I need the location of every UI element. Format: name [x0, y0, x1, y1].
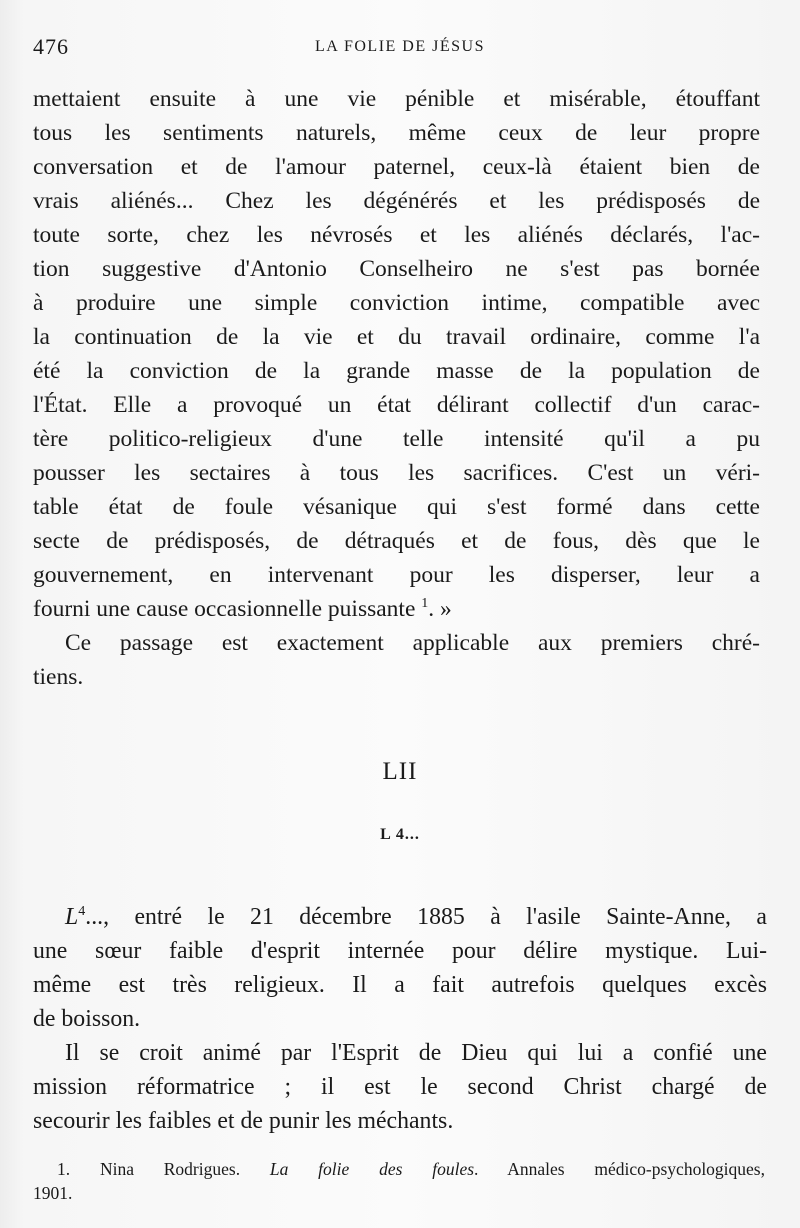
- passage-line: gouvernement, en intervenant pour les disperser, leur a: [33, 562, 760, 588]
- passage-closing-quote: . »: [428, 596, 452, 622]
- footnote-journal: . Annales médico-psychologiques,: [474, 1159, 765, 1179]
- passage-line: toute sorte, chez les névrosés et les aliénés déclarés, l'ac-: [33, 222, 760, 248]
- comment-line: Ce passage est exactement applicable aux premiers chré-: [65, 630, 760, 656]
- case-initial: L: [65, 904, 79, 930]
- case-line: même est très religieux. Il a fait autrefois quelques excès: [33, 972, 767, 998]
- passage-final-line: [33, 592, 760, 626]
- passage-line: secte de prédisposés, de détraqués et de fous, dès que le: [33, 528, 760, 554]
- passage-line: vrais aliénés... Chez les dégénérés et les prédisposés de: [33, 188, 760, 214]
- case-description: [33, 900, 767, 1138]
- case-first-line-text: ..., entré le 21 décembre 1885 à l'asile Sainte-Anne, a: [85, 904, 767, 930]
- footnote-marker: 1.: [57, 1159, 100, 1179]
- footnote: [33, 1157, 765, 1205]
- passage-line: mettaient ensuite à une vie pénible et misérable, étouffant: [33, 86, 760, 112]
- case-line: mission réformatrice ; il est le second Christ chargé de: [33, 1074, 767, 1100]
- case-line: secourir les faibles et de punir les méchants.: [33, 1108, 454, 1134]
- passage-final-text: fourni une cause occasionnelle puissante: [33, 596, 416, 622]
- case-initial-superscript: 4: [78, 904, 86, 919]
- case-line: Il se croit animé par l'Esprit de Dieu qui lui a confié une: [65, 1040, 767, 1066]
- passage-line: tion suggestive d'Antonio Conselheiro ne s'est pas bornée: [33, 256, 760, 282]
- passage-line: pousser les sectaires à tous les sacrifices. C'est un véri-: [33, 460, 760, 486]
- case-line: de boisson.: [33, 1006, 141, 1032]
- footnote-line: [33, 1157, 765, 1181]
- section-subtitle: L 4...: [380, 826, 420, 843]
- passage-line: tère politico-religieux d'une telle intensité qu'il a pu: [33, 426, 760, 452]
- comment-line: tiens.: [33, 664, 84, 690]
- case-first-line: [33, 900, 767, 934]
- passage-line: conversation et de l'amour paternel, ceux-là étaient bien de: [33, 154, 760, 180]
- page-header: [33, 34, 767, 62]
- passage-line: été la conviction de la grande masse de la population de: [33, 358, 760, 384]
- passage-line: l'État. Elle a provoqué un état délirant collectif d'un carac-: [33, 392, 760, 418]
- footnote-work-title: La folie des foules: [269, 1159, 475, 1179]
- page-number: 476: [33, 34, 69, 59]
- passage-line: tous les sentiments naturels, même ceux de leur propre: [33, 120, 760, 146]
- footnote-reference: 1: [421, 596, 429, 611]
- case-line: une sœur faible d'esprit internée pour délire mystique. Lui-: [33, 938, 767, 964]
- section-number: LII: [382, 758, 418, 785]
- passage-line: la continuation de la vie et du travail ordinaire, comme l'a: [33, 324, 760, 350]
- footnote-year: 1901.: [33, 1183, 73, 1203]
- running-title: LA FOLIE DE JÉSUS: [315, 38, 485, 55]
- passage-line: à produire une simple conviction intime, compatible avec: [33, 290, 760, 316]
- passage-line: table état de foule vésanique qui s'est formé dans cette: [33, 494, 760, 520]
- footnote-author: Nina Rodrigues.: [99, 1159, 270, 1179]
- quoted-passage: [33, 82, 760, 694]
